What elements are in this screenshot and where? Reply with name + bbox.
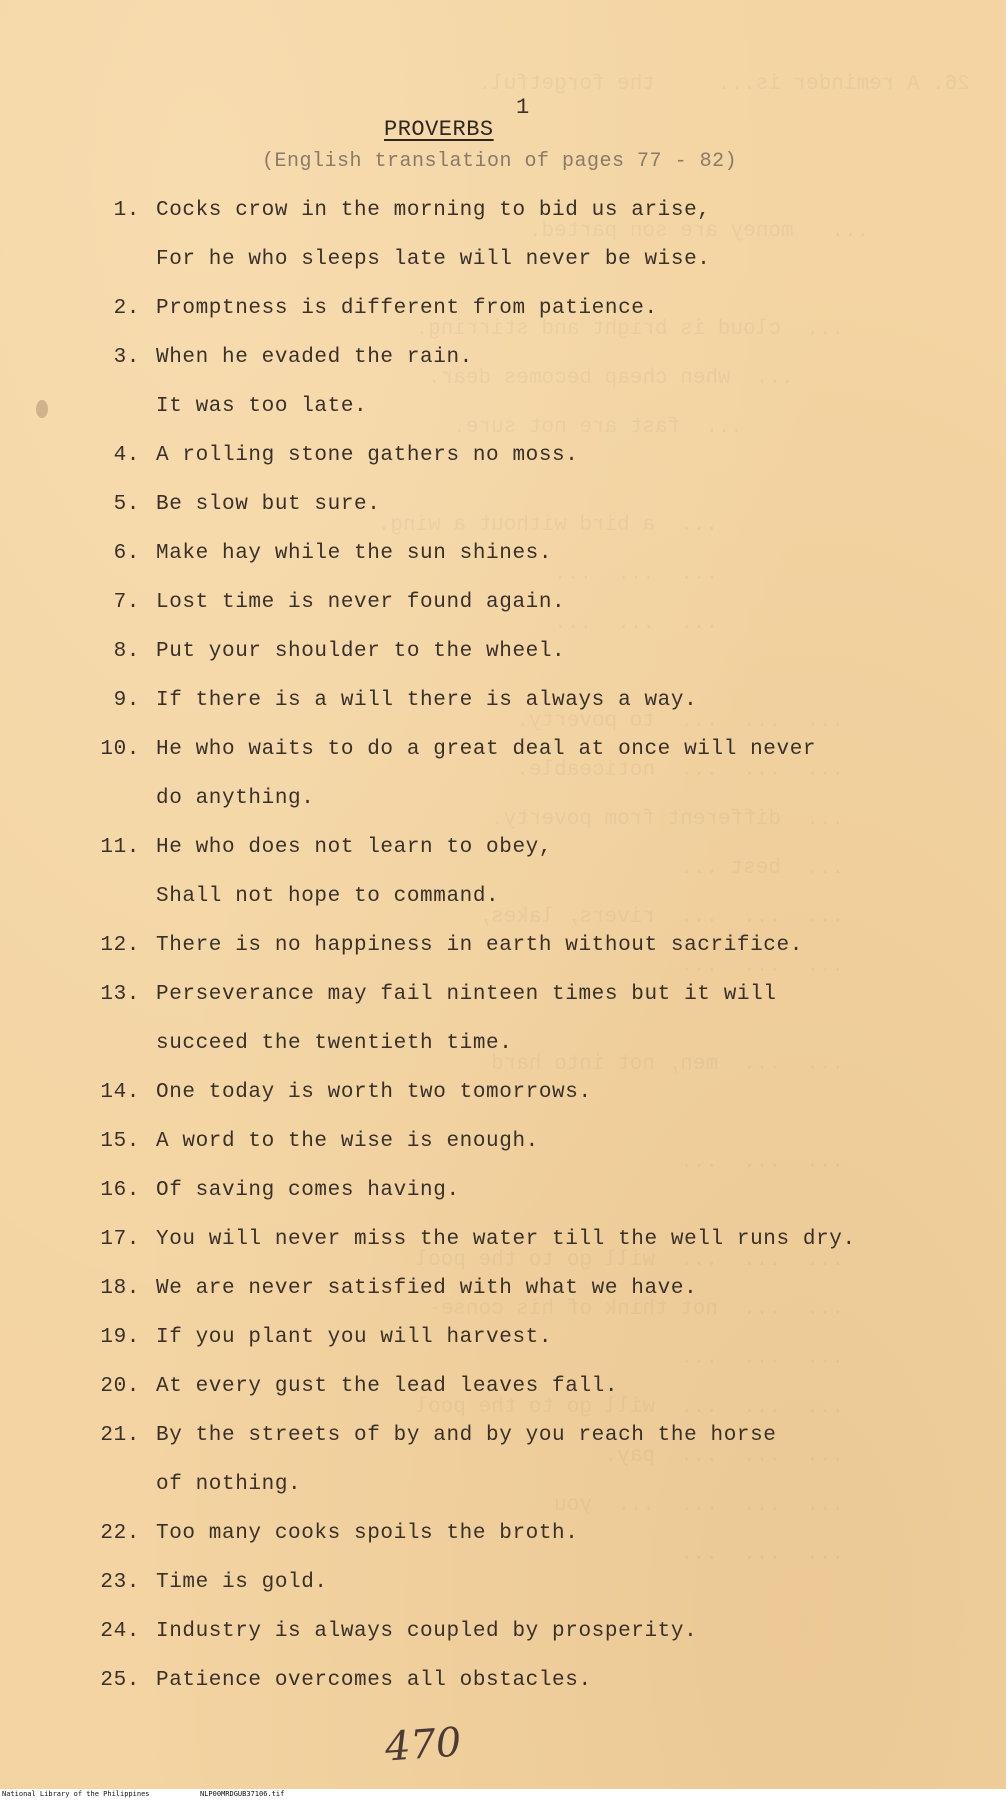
proverb-text-line: Shall not hope to command. (156, 885, 500, 908)
proverb-text-line: A word to the wise is enough. (156, 1130, 539, 1153)
proverb-item (0, 1068, 1006, 1117)
proverb-number: 3. (113, 346, 140, 369)
proverb-number: 8. (113, 640, 140, 663)
proverb-number: 7. (113, 591, 140, 614)
proverb-item (0, 1656, 1006, 1705)
proverb-item (0, 284, 1006, 333)
proverb-item (0, 1558, 1006, 1607)
proverb-text-line: If you plant you will harvest. (156, 1326, 553, 1349)
proverb-text-line: Make hay while the sun shines. (156, 542, 553, 565)
proverb-number: 19. (100, 1326, 140, 1349)
proverb-number: 6. (113, 542, 140, 565)
proverb-text-line: Lost time is never found again. (156, 591, 566, 614)
footer-bar (0, 1789, 1006, 1800)
proverb-text-line: Patience overcomes all obstacles. (156, 1669, 592, 1692)
page-subtitle: (English translation of pages 77 - 82) (262, 150, 738, 173)
proverb-number: 11. (100, 836, 140, 859)
proverb-text-line: do anything. (156, 787, 315, 810)
proverb-number: 10. (100, 738, 140, 761)
proverb-text-line: For he who sleeps late will never be wise. (156, 248, 711, 271)
proverb-number: 15. (100, 1130, 140, 1153)
proverb-item (0, 1607, 1006, 1656)
proverb-number: 25. (100, 1669, 140, 1692)
proverb-number: 4. (113, 444, 140, 467)
proverb-number: 9. (113, 689, 140, 712)
proverb-number: 23. (100, 1571, 140, 1594)
proverb-text-line: Perseverance may fail ninteen times but it will (156, 983, 777, 1006)
footer-filename: NLP00MRDGUB37106.tif (200, 1790, 285, 1798)
proverb-text-line: of nothing. (156, 1473, 302, 1496)
proverb-item (0, 1264, 1006, 1313)
footer-library: National Library of the Philippines (2, 1790, 150, 1798)
proverb-item (0, 578, 1006, 627)
proverb-number: 22. (100, 1522, 140, 1545)
proverb-text-line: Cocks crow in the morning to bid us arise, (156, 199, 711, 222)
proverb-item (0, 1117, 1006, 1166)
proverb-number: 18. (100, 1277, 140, 1300)
page-title: PROVERBS (384, 117, 494, 142)
proverb-list (0, 186, 1006, 1705)
proverb-item (0, 186, 1006, 284)
proverb-item (0, 431, 1006, 480)
proverb-item (0, 725, 1006, 823)
proverb-item (0, 1215, 1006, 1264)
proverb-item (0, 1313, 1006, 1362)
proverb-text-line: succeed the twentieth time. (156, 1032, 513, 1055)
proverb-number: 17. (100, 1228, 140, 1251)
proverb-number: 14. (100, 1081, 140, 1104)
proverb-text-line: We are never satisfied with what we have. (156, 1277, 698, 1300)
proverb-text-line: One today is worth two tomorrows. (156, 1081, 592, 1104)
proverb-text-line: Of saving comes having. (156, 1179, 460, 1202)
proverb-number: 12. (100, 934, 140, 957)
proverb-text-line: If there is a will there is always a way. (156, 689, 698, 712)
proverb-item (0, 676, 1006, 725)
proverb-number: 16. (100, 1179, 140, 1202)
proverb-text-line: He who does not learn to obey, (156, 836, 553, 859)
proverb-text-line: You will never miss the water till the well runs dry. (156, 1228, 856, 1251)
proverb-text-line: There is no happiness in earth without sacrifice. (156, 934, 803, 957)
proverb-item (0, 1362, 1006, 1411)
proverb-text-line: By the streets of by and by you reach the horse (156, 1424, 777, 1447)
proverb-number: 20. (100, 1375, 140, 1398)
proverb-text-line: At every gust the lead leaves fall. (156, 1375, 619, 1398)
proverb-text-line: A rolling stone gathers no moss. (156, 444, 579, 467)
proverb-item (0, 480, 1006, 529)
proverb-item (0, 1166, 1006, 1215)
proverb-number: 13. (100, 983, 140, 1006)
proverb-item (0, 970, 1006, 1068)
proverb-item (0, 627, 1006, 676)
proverb-text-line: It was too late. (156, 395, 368, 418)
proverb-text-line: Industry is always coupled by prosperity. (156, 1620, 698, 1643)
bleed-through-text: 26. A reminder is... the forgetful. ... money are son parted. ... cloud is bright and stirring. ... when cheap becomes dear. ... fast are not sure. ... a bird without a wing. ... ... ... ... ... ... ... ... ... to poverty. ... ... ... noticeable. ... different from poverty. ... best ... ... ... ... rivers, lakes, ... ... ... ... ... men, not into hard ... ... ... ... ... ... will go to the pool ... ... not think of his conse- ... ... ... ... ... ... will go to the pool ... ... ... pay. ... ... ... ... you ... ... ... (377, 73, 970, 1566)
proverb-text-line: Too many cooks spoils the broth. (156, 1522, 579, 1545)
proverb-number: 21. (100, 1424, 140, 1447)
proverb-text-line: Be slow but sure. (156, 493, 381, 516)
proverb-text-line: When he evaded the rain. (156, 346, 473, 369)
proverb-number: 2. (113, 297, 140, 320)
proverb-item (0, 333, 1006, 431)
page-number: 1 (516, 95, 530, 120)
proverb-number: 1. (113, 199, 140, 222)
proverb-text-line: Promptness is different from patience. (156, 297, 658, 320)
proverb-number: 5. (113, 493, 140, 516)
proverb-item (0, 1411, 1006, 1509)
proverb-text-line: Time is gold. (156, 1571, 328, 1594)
proverb-text-line: Put your shoulder to the wheel. (156, 640, 566, 663)
proverb-item (0, 823, 1006, 921)
proverb-item (0, 529, 1006, 578)
handwritten-signature: 470 (383, 1719, 463, 1771)
proverb-item (0, 1509, 1006, 1558)
proverb-number: 24. (100, 1620, 140, 1643)
proverb-item (0, 921, 1006, 970)
proverb-text-line: He who waits to do a great deal at once will never (156, 738, 817, 761)
